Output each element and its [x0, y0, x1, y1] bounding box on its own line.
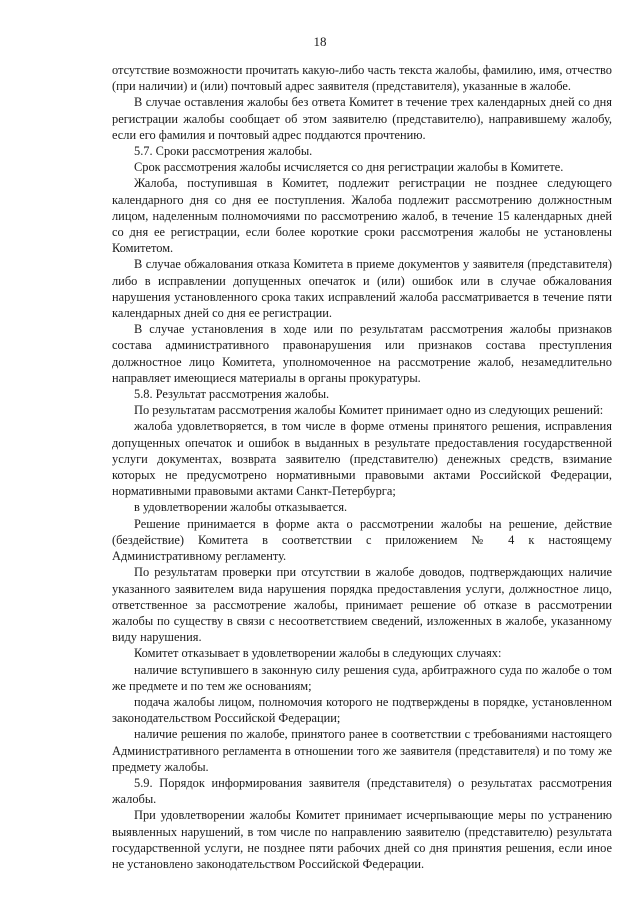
section-heading: 5.7. Сроки рассмотрения жалобы. [134, 144, 313, 159]
paragraph: В случае оставления жалобы без ответа Комитет в течение трех календарных дней со дня регистрации жалобы сообщает об этом заявителю (представителю), направившему жалобу, если его фамилия и почтовый адрес поддаются прочтению. [112, 95, 612, 142]
paragraph: При удовлетворении жалобы Комитет принимает исчерпывающие меры по устранению выявленных нарушений, в том числе по направлению заявителю (представителю) результата государственной услуги, не позднее пяти рабочих дней со дня принятия решения, если иное не установлено законодательством Российской Федерации. [112, 808, 612, 871]
list-item: в удовлетворении жалобы отказывается. [134, 500, 348, 515]
paragraph: В случае обжалования отказа Комитета в приеме документов у заявителя (представителя) либо в исправлении допущенных опечаток и (или) ошибок или в случае обжалования нарушения установленного срока таких исправлений жалоба рассматривается в течение пяти календарных дней со дня ее регистрации. [112, 257, 612, 321]
list-item: подача жалобы лицом, полномочия которого не подтверждены в порядке, установленном законодательством Российской Федерации; [112, 694, 612, 726]
page-number: 18 [313, 34, 327, 49]
paragraph: Жалоба, поступившая в Комитет, подлежит регистрации не позднее следующего календарного дня со дня ее поступления. Жалоба подлежит рассмотрению должностным лицом, наделенным полномочиями по рассмотрению жалоб, в течение 15 календарных дней со дня ее регистрации, если более короткие сроки рассмотрения жалобы не установлены Комитетом. [112, 176, 612, 256]
paragraph: отсутствие возможности прочитать какую-либо часть текста жалобы, фамилию, имя, отчество (при наличии) и (или) почтовый адрес заявителя (представителя), указанные в жалобе. [112, 63, 612, 94]
document-body [112, 62, 612, 872]
paragraph: В случае установления в ходе или по результатам рассмотрения жалобы признаков состава административного правонарушения или признаков состава преступления должностное лицо Комитета, уполномоченное на рассмотрение жалоб, незамедлительно направляет имеющиеся материалы в органы прокуратуры. [112, 322, 612, 385]
list-item: наличие решения по жалобе, принятого ранее в соответствии с требованиями настоящего Административного регламента в отношении того же заявителя (представителя) и по тому же предмету жалобы. [112, 727, 612, 774]
paragraph: Срок рассмотрения жалобы исчисляется со дня регистрации жалобы в Комитете. [134, 160, 564, 175]
paragraph: Комитет отказывает в удовлетворении жалобы в следующих случаях: [134, 646, 502, 661]
paragraph: По результатам рассмотрения жалобы Комитет принимает одно из следующих решений: [134, 403, 604, 418]
section-heading: 5.8. Результат рассмотрения жалобы. [134, 387, 330, 402]
list-item: наличие вступившего в законную силу решения суда, арбитражного суда по жалобе о том же предмете и по тем же основаниям; [112, 662, 612, 693]
list-item: жалоба удовлетворяется, в том числе в форме отмены принятого решения, исправления допущенных опечаток и ошибок в выданных в результате предоставления государственной услуги документах, возврата заявителю (представителю) денежных средств, взимание которых не предусмотрено нормативными правовыми актами Российской Федерации, нормативными правовыми актами Санкт-Петербурга; [112, 419, 612, 499]
section-heading: 5.9. Порядок информирования заявителя (представителя) о результатах рассмотрения жалобы. [112, 775, 612, 807]
paragraph: Решение принимается в форме акта о рассмотрении жалобы на решение, действие (бездействие) Комитета в соответствии с приложением № 4 к настоящему Административному регламенту. [112, 516, 612, 564]
paragraph: По результатам проверки при отсутствии в жалобе доводов, подтверждающих наличие указанного заявителем вида нарушения порядка предоставления услуги, должностное лицо, ответственное за рассмотрение жалобы, принимает решение об отказе в рассмотрении жалобы по существу в связи с несоответствием сведений, изложенных в жалобе, указанному виду нарушения. [112, 565, 612, 645]
